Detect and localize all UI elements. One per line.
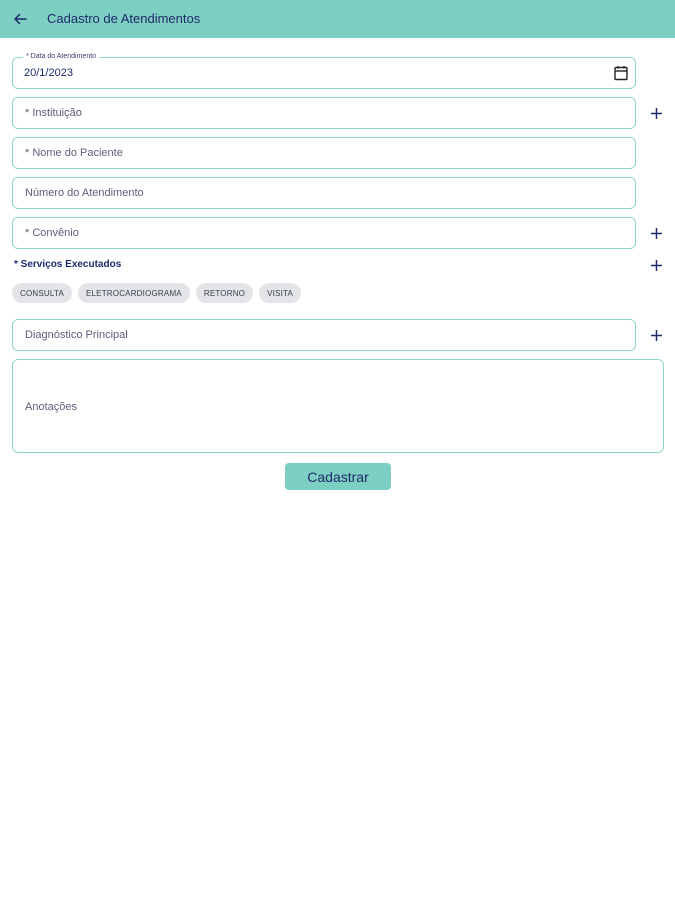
chip-visita[interactable]: VISITA [259,283,301,303]
add-servico-button[interactable] [647,256,665,274]
diagnostico-placeholder: Diagnóstico Principal [25,329,128,341]
app-bar [0,0,675,38]
chip-eletrocardiograma[interactable]: ELETROCARDIOGRAMA [78,283,190,303]
plus-icon [650,107,663,120]
add-instituicao-button[interactable] [647,104,665,122]
add-convenio-button[interactable] [647,224,665,242]
instituicao-placeholder: * Instituição [25,107,82,119]
plus-icon [650,259,663,272]
cadastrar-button[interactable]: Cadastrar [285,463,391,490]
plus-icon [650,227,663,240]
paciente-field[interactable] [12,137,636,169]
page-title: Cadastro de Atendimentos [47,11,201,26]
diagnostico-field[interactable] [12,319,636,351]
anotacoes-placeholder: Anotações [25,401,77,413]
calendar-icon[interactable] [614,65,628,81]
anotacoes-textarea[interactable] [12,359,664,453]
date-field-label: * Data do Atendimento [23,52,99,62]
plus-icon [650,329,663,342]
servicos-label: * Serviços Executados [14,259,122,270]
chip-consulta[interactable]: CONSULTA [12,283,72,303]
numero-atendimento-field[interactable] [12,177,636,209]
add-diagnostico-button[interactable] [647,326,665,344]
numero-atendimento-placeholder: Número do Atendimento [25,187,144,199]
servicos-chips [12,283,301,303]
paciente-placeholder: * Nome do Paciente [25,147,123,159]
chip-retorno[interactable]: RETORNO [196,283,253,303]
convenio-placeholder: * Convênio [25,227,79,239]
arrow-left-icon [13,12,27,26]
instituicao-field[interactable] [12,97,636,129]
date-field[interactable] [12,53,636,89]
back-button[interactable] [10,9,30,29]
date-field-value: 20/1/2023 [24,67,73,79]
convenio-field[interactable] [12,217,636,249]
